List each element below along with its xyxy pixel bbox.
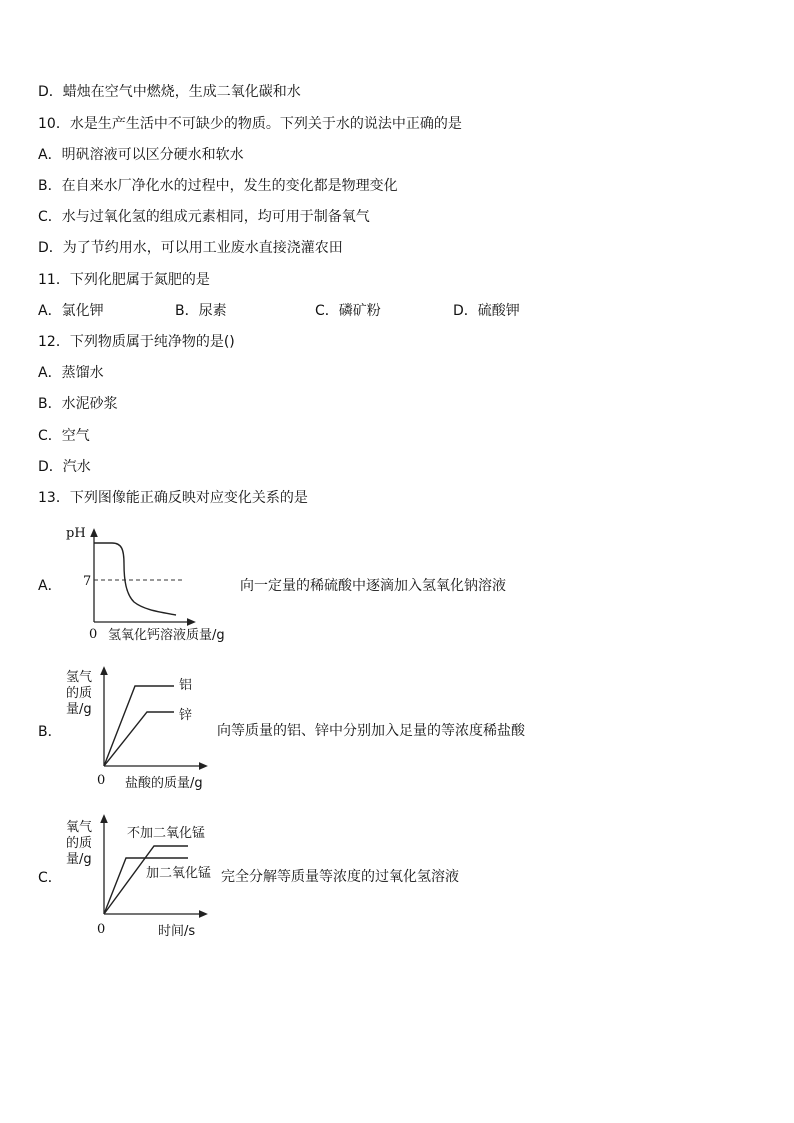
q13-option-b-letter: B．: [38, 724, 62, 740]
q13-a-ph-7-tick: 7: [83, 574, 92, 589]
q13-b-y-label-line-1: 氢气: [66, 670, 93, 685]
q13-b-series-aluminum: 铝: [179, 678, 193, 693]
q10-option-b: B．在自来水厂净化水的过程中，发生的变化都是物理变化: [38, 178, 398, 194]
q11-option-b: B．尿素: [175, 303, 227, 319]
q13-a-origin: 0: [89, 627, 98, 642]
q11-option-a: A．氯化钾: [38, 303, 104, 319]
q13-a-graph: [80, 528, 210, 638]
q13-c-y-label-line-1: 氧气: [66, 820, 93, 835]
q13-b-y-axis-label: [66, 670, 92, 718]
q13-b-description: 向等质量的铝、锌中分别加入足量的等浓度稀盐酸: [217, 723, 525, 739]
q13-c-series-no-catalyst: 不加二氧化锰: [127, 826, 206, 841]
q13-b-y-label-line-2: 的质: [66, 686, 93, 701]
q13-c-y-label-line-3: 量/g: [66, 852, 92, 867]
q13-c-origin: 0: [97, 922, 106, 937]
q12-option-a: A．蒸馏水: [38, 365, 104, 381]
q13-c-no-catalyst-line: [104, 846, 188, 914]
q10-option-d: D．为了节约用水，可以用工业废水直接浇灌农田: [38, 240, 343, 256]
q13-b-graph: [92, 664, 222, 774]
q13-c-y-axis-label: [66, 820, 92, 868]
q10-option-c: C．水与过氧化氢的组成元素相同，均可用于制备氧气: [38, 209, 370, 225]
q13-a-y-axis-label: pH: [66, 526, 86, 541]
q13-a-ph-curve: [94, 543, 176, 615]
q13-a-x-axis-label: 氢氧化钙溶液质量/g: [108, 628, 225, 643]
q13-c-description: 完全分解等质量等浓度的过氧化氢溶液: [221, 869, 459, 885]
q13-c-with-catalyst-line: [104, 858, 188, 914]
q13-c-series-with-catalyst: 加二氧化锰: [146, 866, 212, 881]
q12-stem: 12．下列物质属于纯净物的是(): [38, 334, 235, 350]
q12-option-b: B．水泥砂浆: [38, 396, 118, 412]
q13-a-description: 向一定量的稀硫酸中逐滴加入氢氧化钠溶液: [240, 578, 506, 594]
q13-b-y-label-line-3: 量/g: [66, 702, 92, 717]
q13-b-aluminum-line: [104, 686, 174, 766]
q10-option-a: A．明矾溶液可以区分硬水和软水: [38, 147, 244, 163]
q13-option-a-letter: A．: [38, 578, 62, 594]
q13-c-x-axis-label: 时间/s: [158, 924, 196, 939]
q13-b-x-axis-label: 盐酸的质量/g: [125, 776, 203, 791]
q10-stem: 10．水是生产生活中不可缺少的物质。下列关于水的说法中正确的是: [38, 116, 462, 132]
q9-option-d: D．蜡烛在空气中燃烧，生成二氧化碳和水: [38, 84, 301, 100]
q13-c-y-label-line-2: 的质: [66, 836, 93, 851]
q11-option-c: C．磷矿粉: [315, 303, 381, 319]
q12-option-d: D．汽水: [38, 459, 91, 475]
q13-b-origin: 0: [97, 773, 106, 788]
q12-option-c: C．空气: [38, 428, 90, 444]
q13-c-graph: [92, 812, 222, 922]
q11-stem: 11．下列化肥属于氮肥的是: [38, 272, 210, 288]
q11-option-d: D．硫酸钾: [453, 303, 520, 319]
q13-option-c-letter: C．: [38, 870, 62, 886]
q13-stem: 13．下列图像能正确反映对应变化关系的是: [38, 490, 308, 506]
q13-b-series-zinc: 锌: [179, 708, 193, 723]
